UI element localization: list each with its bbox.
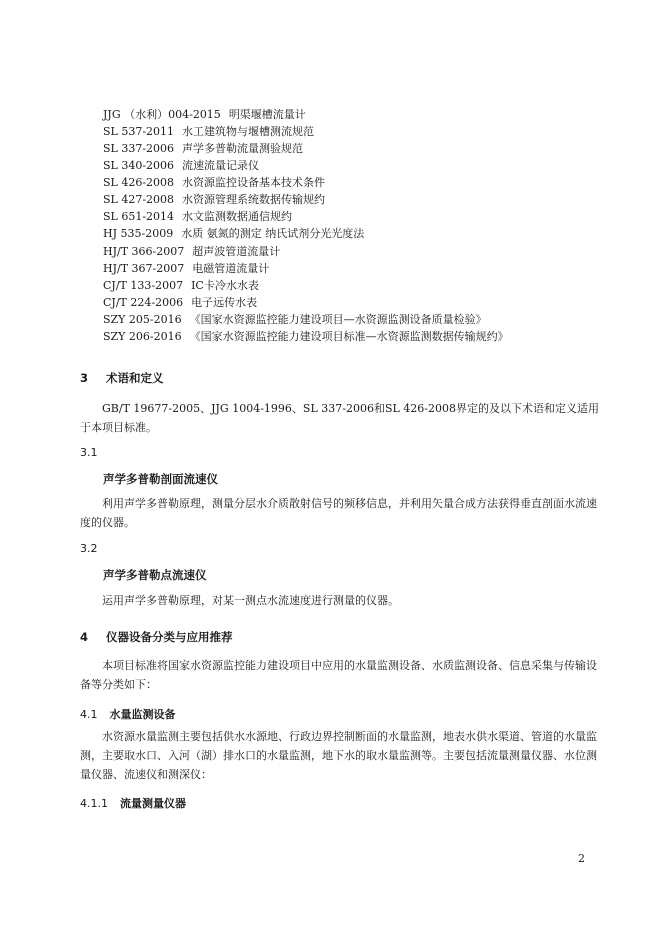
subsection-heading: 4.1 水量监测设备	[80, 708, 176, 721]
term-number: 3.2	[80, 542, 98, 555]
section-intro: 本项目标准将国家水资源监控能力建设项目中应用的水量监测设备、水质监测设备、信息采集与传输设备等分类如下：	[80, 659, 597, 691]
term-title: 声学多普勒剖面流速仪	[103, 472, 218, 486]
reference-item: CJ/T 133-2007 IC卡冷水水表	[103, 279, 259, 292]
reference-item: CJ/T 224-2006 电子远传水表	[103, 296, 258, 309]
reference-item: HJ 535-2009 水质 氨氮的测定 纳氏试剂分光光度法	[103, 227, 365, 240]
term-definition: 运用声学多普勒原理，对某一测点水流速度进行测量的仪器。	[102, 594, 399, 607]
section-intro: GB/T 19677-2005、JJG 1004-1996、SL 337-2006和SL 426-2008界定的及以下术语和定义适用于本项目标准。	[80, 402, 600, 434]
reference-item: SL 427-2008 水资源管理系统数据传输规约	[103, 193, 326, 206]
reference-item: SZY 205-2016 《国家水资源监控能力建设项目—水资源监测设备质量检验》	[103, 313, 487, 326]
reference-item: SZY 206-2016 《国家水资源监控能力建设项目标准—水资源监测数据传输规约》	[103, 330, 509, 343]
reference-item: SL 340-2006 流速流量记录仪	[103, 159, 260, 172]
reference-item: SL 651-2014 水文监测数据通信规约	[103, 210, 293, 223]
term-definition: 利用声学多普勒原理，测量分层水介质散射信号的频移信息，并利用矢量合成方法获得垂直剖面水流速度的仪器。	[80, 497, 597, 529]
reference-item: SL 426-2008 水资源监控设备基本技术条件	[103, 176, 326, 189]
term-number: 3.1	[80, 446, 98, 459]
reference-item: SL 337-2006 声学多普勒流量测验规范	[103, 142, 304, 155]
reference-item: SL 537-2011 水工建筑物与堰槽测流规范	[103, 125, 315, 138]
reference-item: JJG （水利）004-2015 明渠堰槽流量计	[103, 108, 306, 121]
term-title: 声学多普勒点流速仪	[103, 568, 207, 582]
reference-item: HJ/T 366-2007 超声波管道流量计	[103, 245, 281, 258]
section-heading: 4 仪器设备分类与应用推荐	[80, 630, 233, 644]
subsection-heading: 4.1.1 流量测量仪器	[80, 797, 186, 810]
subsection-text: 水资源水量监测主要包括供水水源地、行政边界控制断面的水量监测，地表水供水渠道、管道的水量监测，主要取水口、入河（湖）排水口的水量监测，地下水的取水量监测等。主要包括流量测量仪器、水位测量仪器、流速仪和测深仪：	[80, 730, 597, 781]
section-heading: 3 术语和定义	[80, 371, 164, 385]
reference-item: HJ/T 367-2007 电磁管道流量计	[103, 262, 270, 275]
page-number: 2	[578, 852, 585, 865]
